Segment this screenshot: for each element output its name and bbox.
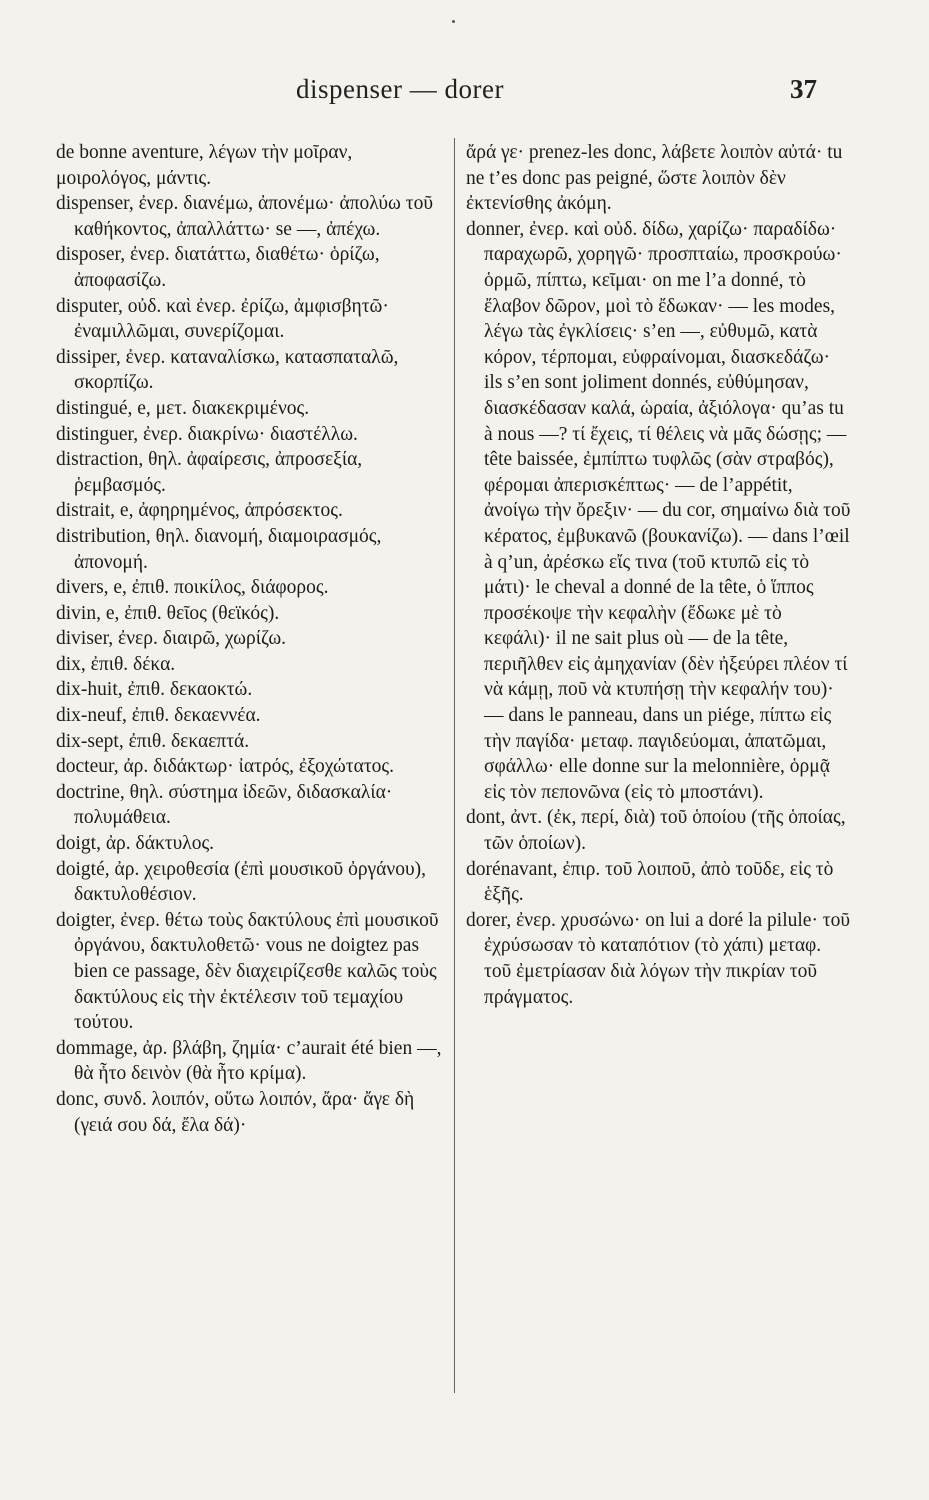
dictionary-entry: doigt, ἀρ. δάκτυλος.: [56, 833, 215, 855]
dictionary-entry: distingué, e, μετ. διακεκριμένος.: [56, 397, 310, 419]
right-column: [466, 140, 851, 1010]
dictionary-entry: dissiper, ἐνερ. καταναλίσκω, κατασπαταλῶ, σκορπίζω.: [56, 346, 399, 394]
dictionary-entry: dispenser, ἐνερ. διανέμω, ἀπονέμω· ἀπολύω τοῦ καθήκοντος, ἀπαλλάττω· se —, ἀπέχω.: [56, 193, 433, 240]
dictionary-entry: dix-huit, ἐπιθ. δεκαοκτώ.: [56, 679, 253, 701]
dictionary-entry: diviser, ἐνερ. διαιρῶ, χωρίζω.: [56, 628, 287, 650]
dictionary-entry: distrait, e, ἀφηρημένος, ἀπρόσεκτος.: [56, 500, 343, 522]
top-mark: [452, 20, 455, 23]
dictionary-entry: docteur, ἀρ. διδάκτωρ· ἰατρός, ἐξοχώτατος.: [56, 756, 395, 778]
dictionary-entry: disputer, οὐδ. καὶ ἐνερ. ἐρίζω, ἀμφισβητῶ· ἐναμιλλῶμαι, συνερίζομαι.: [56, 295, 389, 343]
dictionary-entry: de bonne aventure, λέγων τὴν μοῖραν, μοιρολόγος, μάντις.: [56, 142, 353, 189]
dictionary-entry: dommage, ἀρ. βλάβη, ζημία· c’aurait été bien —, θὰ ἦτο δεινὸν (θὰ ἦτο κρίμα).: [56, 1037, 442, 1085]
column-divider: [454, 138, 455, 1393]
dictionary-entry: doigter, ἐνερ. θέτω τοὺς δακτύλους ἐπὶ μουσικοῦ ὀργάνου, δακτυλοθετῶ· vous ne doigtez pas bien ce passage, δὲν διαχειρίζεσθε καλῶς τοὺς δακτύλους εἰς τὴν ἐκτέλεσιν τοῦ τεμαχίου τούτου.: [56, 909, 439, 1034]
dictionary-entry: doigté, ἀρ. χειροθεσία (ἐπὶ μουσικοῦ ὀργάνου), δακτυλοθέσιον.: [56, 858, 426, 906]
dictionary-entry: dont, ἀντ. (ἐκ, περί, διὰ) τοῦ ὁποίου (τῆς ὁποίας, τῶν ὁποίων).: [466, 807, 846, 855]
dictionary-entry: disposer, ἐνερ. διατάττω, διαθέτω· ὁρίζω, ἀποφασίζω.: [56, 244, 380, 291]
dictionary-entry: ἄρά γε· prenez-les donc, λάβετε λοιπὸν αὐτά· tu ne t’es donc pas peigné, ὥστε λοιπὸν δὲν ἐκτενίσθης ἀκόμη.: [466, 142, 843, 215]
dictionary-entry: doctrine, θηλ. σύστημα ἰδεῶν, διδασκαλία· πολυμάθεια.: [56, 781, 393, 829]
dictionary-entry: donner, ἐνερ. καὶ οὐδ. δίδω, χαρίζω· παραδίδω· παραχωρῶ, χορηγῶ· προσπταίω, προσκρούω· ὁρμῶ, πίπτω, κεῖμαι· on me l’a donné, τὸ ἔλαβον δῶρον, μοὶ τὸ ἔδωκαν· — les modes, λέγω τὰς ἐγκλίσεις· s’en —, εὐθυμῶ, κατὰ κόρον, τέρπομαι, εὐφραίνομαι, διασκεδάζω· ils s’en sont joliment donnés, εὐθύμησαν, διασκέδασαν καλά, ὡραία, ἀξιόλογα· qu’as tu à nous —? τί ἔχεις, τί θέλεις νὰ μᾶς δώσῃς; — tête baissée, ἐμπίπτω τυφλῶς (σὰν στραβός), φέρομαι ἀπερισκέπτως· — de l’appétit, ἀνοίγω τὴν ὄρεξιν· — du cor, σημαίνω διὰ τοῦ κέρατος, ἐμβυκανῶ (βουκανίζω). — dans l’œil à q’un, ἀρέσκω εἴς τινα (τοῦ κτυπῶ εἰς τὸ μάτι)· le cheval a donné de la tête, ὁ ἵππος προσέκοψε τὴν κεφαλὴν (ἔδωκε μὲ τὸ κεφάλι)· il ne sait plus où — de la tête, περιῆλθεν εἰς ἀμηχανίαν (δὲν ἠξεύρει πλέον τί νὰ κάμῃ, ποῦ νὰ κτυπήσῃ τὴν κεφαλήν του)· — dans le panneau, dans un piége, πίπτω εἰς τὴν παγίδα· μεταφ. παγιδεύομαι, ἀπατῶμαι, σφάλλω· elle donne sur la melonnière, ὁρμᾷ εἰς τὸν πεπονῶνα (εἰς τὸ μποστάνι).: [466, 218, 851, 803]
page-number: 37: [790, 74, 817, 104]
dictionary-entry: dix-sept, ἐπιθ. δεκαεπτά.: [56, 730, 250, 752]
dictionary-entry: divin, e, ἐπιθ. θεῖος (θεϊκός).: [56, 602, 280, 624]
dictionary-entry: distribution, θηλ. διανομή, διαμοιρασμός, ἀπονομή.: [56, 525, 382, 573]
dictionary-entry: dix, ἐπιθ. δέκα.: [56, 653, 176, 675]
running-header: dispenser — dorer: [296, 74, 504, 104]
dictionary-entry: distinguer, ἐνερ. διακρίνω· διαστέλλω.: [56, 423, 358, 445]
dictionary-entry: dix-neuf, ἐπιθ. δεκαεννέα.: [56, 705, 261, 727]
left-column: [56, 140, 444, 1138]
dictionary-entry: dorénavant, ἐπιρ. τοῦ λοιποῦ, ἀπὸ τοῦδε, εἰς τὸ ἑξῆς.: [466, 858, 834, 906]
dictionary-entry: dorer, ἐνερ. χρυσώνω· on lui a doré la pilule· τοῦ ἐχρύσωσαν τὸ καταπότιον (τὸ χάπι) μεταφ. τοῦ ἐμετρίασαν διὰ λόγων τὴν πικρίαν τοῦ πράγματος.: [466, 909, 851, 1008]
dictionary-entry: donc, συνδ. λοιπόν, οὕτω λοιπόν, ἄρα· ἄγε δὴ (γειά σου δά, ἔλα δά)·: [56, 1088, 415, 1136]
dictionary-entry: distraction, θηλ. ἀφαίρεσις, ἀπροσεξία, ῥεμβασμός.: [56, 449, 363, 496]
dictionary-entry: divers, e, ἐπιθ. ποικίλος, διάφορος.: [56, 577, 329, 599]
